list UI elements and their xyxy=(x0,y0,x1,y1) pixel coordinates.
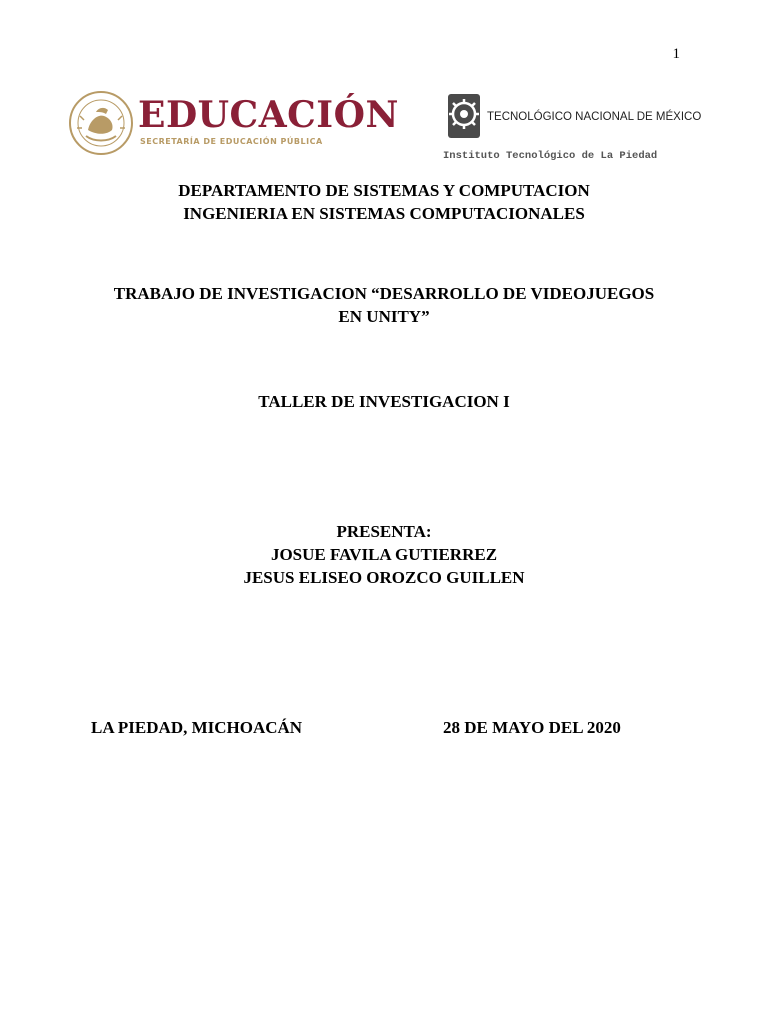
work-title-line-1: TRABAJO DE INVESTIGACION “DESARROLLO DE VIDEOJUEGOS xyxy=(113,284,655,303)
course-name: TALLER DE INVESTIGACION I xyxy=(258,392,510,411)
educacion-title: EDUCACIÓN xyxy=(138,94,399,136)
gear-emblem-icon xyxy=(444,90,484,142)
page-number: 1 xyxy=(672,46,680,62)
career-name: INGENIERIA EN SISTEMAS COMPUTACIONALES xyxy=(183,204,585,223)
work-title-line-2: EN UNITY” xyxy=(338,307,430,326)
tecnm-title: TECNOLÓGICO NACIONAL DE MÉXICO xyxy=(487,111,702,123)
date: 28 DE MAYO DEL 2020 xyxy=(443,718,621,737)
mexican-coat-of-arms-seal-icon xyxy=(68,90,134,156)
presenta-label: PRESENTA: xyxy=(336,522,432,541)
department-name: DEPARTAMENTO DE SISTEMAS Y COMPUTACION xyxy=(178,181,590,200)
educacion-logo xyxy=(68,90,399,162)
author-name: JESUS ELISEO OROZCO GUILLEN xyxy=(243,568,525,587)
sep-subtitle: SECRETARÍA DE EDUCACIÓN PÚBLICA xyxy=(140,137,323,146)
author-name: JOSUE FAVILA GUTIERREZ xyxy=(270,545,498,564)
tecnm-logo xyxy=(443,90,702,170)
institute-name: Instituto Tecnológico de La Piedad xyxy=(443,150,658,162)
place: LA PIEDAD, MICHOACÁN xyxy=(91,718,303,737)
